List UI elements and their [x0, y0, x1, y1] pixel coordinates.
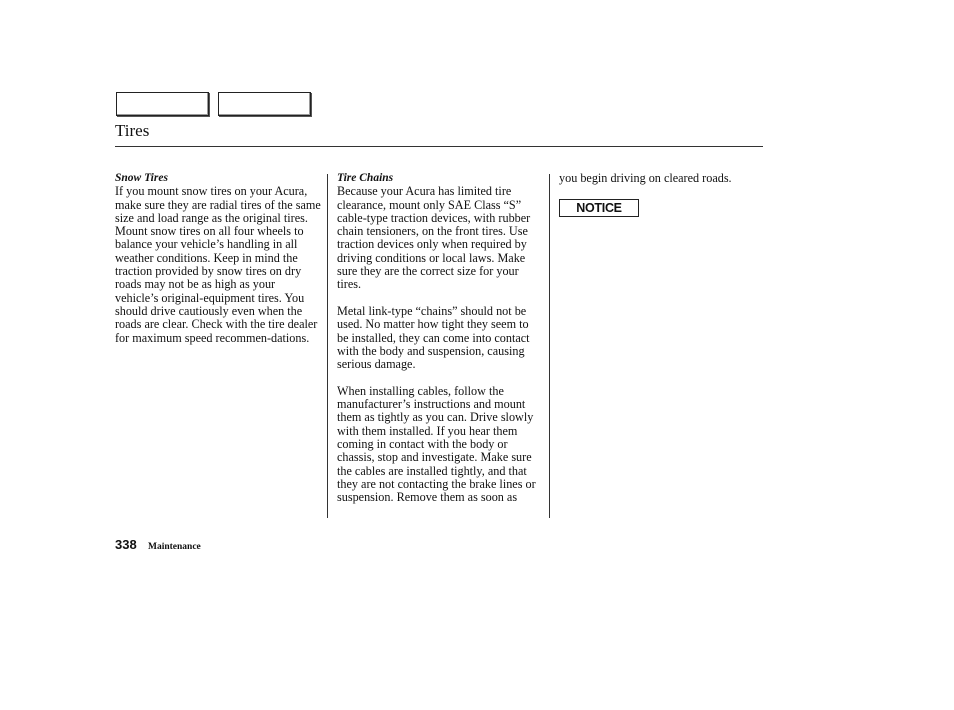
tire-chains-paragraph-2: Metal link-type “chains” should not be used. No matter how tight they seem to be installed, they can come into contact with the body and suspension, causing serious damage.	[337, 303, 530, 372]
page-title: Tires	[115, 121, 150, 140]
column-tire-chains	[337, 172, 543, 504]
snow-tires-heading: Snow Tires	[115, 172, 168, 184]
nav-tab-box-2[interactable]	[218, 92, 311, 116]
column-continued	[559, 172, 765, 185]
page-number: 338	[115, 537, 137, 552]
column-divider-1	[327, 174, 328, 518]
tire-chains-heading: Tire Chains	[337, 172, 394, 184]
continued-paragraph: you begin driving on cleared roads.	[559, 171, 732, 185]
snow-tires-paragraph: If you mount snow tires on your Acura, make sure they are radial tires of the same size and load range as the original tires. Mount snow tires on all four wheels to balance your vehicle’s handling in all weather conditions. Keep in mind the traction provided by snow tires on dry roads may not be as high as your vehicle’s original-equipment tires. You should drive cautiously even when the roads are clear. Check with the tire dealer for maximum speed recommen-dations.	[115, 184, 321, 345]
footer-section-label: Maintenance	[148, 542, 201, 552]
nav-tab-box-1[interactable]	[116, 92, 209, 116]
tire-chains-paragraph-1: Because your Acura has limited tire clearance, mount only SAE Class “S” cable-type traction devices, with rubber chain tensioners, on the front tires. Use traction devices only when required by driving conditions or local laws. Make sure they are the correct size for your tires.	[337, 184, 531, 292]
column-snow-tires	[115, 172, 321, 345]
notice-badge: NOTICE	[559, 199, 639, 217]
tire-chains-paragraph-3: When installing cables, follow the manufacturer’s instructions and mount them as tightly as you can. Drive slowly with them installed. If you hear them coming in contact with the body or chassis, stop and investigate. Make sure the cables are installed tightly, and that they are not contacting the brake lines or suspension. Remove them as soon as	[337, 383, 536, 505]
column-divider-2	[549, 174, 550, 518]
title-divider	[115, 146, 763, 147]
